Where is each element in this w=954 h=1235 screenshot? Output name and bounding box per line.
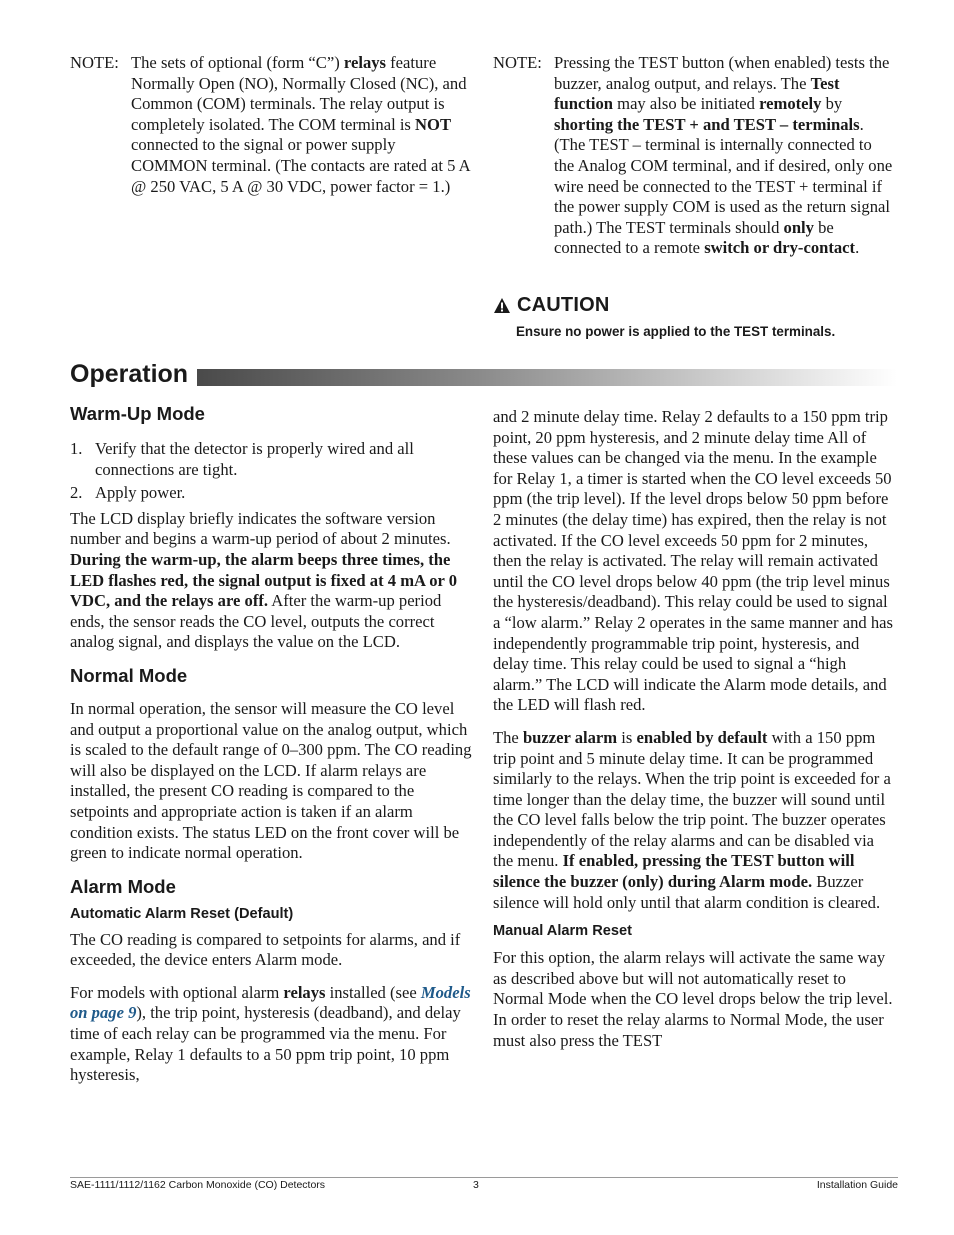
note-text-part: connected to the signal or power supply COMMON terminal. (The contacts are rated at 5 A @ 250 VAC, 5 A @ 30 VDC, power factor = 1.) xyxy=(131,135,470,196)
normal-mode-paragraph: In normal operation, the sensor will measure the CO level and output a proportional value on the analog output, which is scaled to the default range of 0–300 ppm. The CO reading will also be displayed on the LCD. If alarm relays are installed, the present CO reading is compared to the setpoints and appropriate action is taken if an alarm condition exists. The status LED on the front cover will be green to indicate normal operation. xyxy=(70,698,472,863)
heading-alarm-mode: Alarm Mode xyxy=(70,875,176,897)
list-number: 1. xyxy=(70,439,83,458)
section-divider-bar xyxy=(197,369,897,386)
relay-details-paragraph: and 2 minute delay time. Relay 2 defaults to a 150 ppm trip point, 20 ppm hysteresis, and 2 minute delay time All of these values can be changed via the menu. In the example for Relay 1, a timer is started when the CO level exceeds 50 ppm (the trip level). If the level drops below 50 ppm before 2 minutes (the delay time) has expired, then the relay is not activated. If the CO level exceeds 50 ppm for 2 minutes, then the relay is activated. The relay will remain activated until the CO level drops below 40 ppm (the trip level minus the hysteresis/deadband). This relay could be used to signal a “low alarm.” Relay 2 operates in the same manner and has independently programmable trip point, hysteresis, and delay time. This relay could be used to signal a “high alarm.” The LCD will indicate the Alarm mode details, and the LED will flash red. xyxy=(493,407,893,715)
para-part: is xyxy=(617,727,637,747)
note-test-button xyxy=(493,53,896,259)
para-bold: buzzer alarm xyxy=(522,727,618,747)
note-text-part: The sets of optional (form “C”) xyxy=(131,53,344,72)
para-bold: During the warm-up, the alarm beeps three times, the LED flashes red, the signal output is fixed at 4 mA or 0 VDC, and the relays are off. xyxy=(70,549,458,611)
note-text-bold: only xyxy=(783,217,814,237)
para-part: installed (see xyxy=(325,982,421,1002)
note-relays xyxy=(70,53,475,197)
note-label: NOTE: xyxy=(70,53,119,72)
manual-reset-paragraph: For this option, the alarm relays will activate the same way as described above but will not automatically reset to Normal Mode when the CO level drops below the trip level. In order to reset the relay alarms to Normal Mode, the user must also press the TEST xyxy=(493,948,893,1050)
note-text-bold: shorting the TEST + and TEST – terminals xyxy=(554,114,860,134)
note-text-part: by xyxy=(821,94,843,114)
para-part: The LCD display briefly indicates the software version number and begins a warm-up period of about 2 minutes. xyxy=(70,508,451,549)
warmup-paragraph xyxy=(70,509,477,653)
para-part: The xyxy=(493,727,523,747)
para-part: ), the trip point, hysteresis (deadband), and delay time of each relay can be programmed via the menu. For example, Relay 1 defaults to a 50 ppm trip point, 10 ppm hysteresis, xyxy=(70,1003,461,1085)
note-text-part: be connected to a remote xyxy=(554,217,834,258)
caution-text: Ensure no power is applied to the TEST terminals. xyxy=(516,324,836,339)
para-bold: relays xyxy=(283,982,326,1002)
alarm-relays-paragraph xyxy=(70,983,477,1086)
note-text-bold: switch or dry-contact xyxy=(704,238,856,258)
warning-triangle-icon xyxy=(493,297,511,314)
footer-page-number: 3 xyxy=(473,1179,479,1191)
note-text-bold: relays xyxy=(343,53,386,72)
para-part: with a 150 ppm trip point and 5 minute delay time. It can be programmed similarly to the relays. When the trip point is exceeded for a time longer than the delay time, the buzzer will sound until the CO level falls below the trip point. The buzzer operates independently of the relay alarms and can be disabled via the menu. xyxy=(493,727,891,871)
list-number: 2. xyxy=(70,483,83,503)
section-title-operation: Operation xyxy=(70,360,189,388)
caution-heading xyxy=(493,294,610,317)
note-text-part: Pressing the TEST button (when enabled) tests the buzzer, analog output, and relays. The xyxy=(554,53,890,93)
note-text-part: . xyxy=(855,238,860,258)
para-part: For models with optional alarm xyxy=(70,982,284,1002)
list-item xyxy=(70,439,477,480)
heading-manual-alarm-reset: Manual Alarm Reset xyxy=(493,923,632,940)
para-part: After the warm-up period ends, the sensor reads the CO level, outputs the correct analog signal, and displays the value on the LCD. xyxy=(70,591,442,652)
note-text-part: feature Normally Open (NO), Normally Closed (NC), and Common (COM) terminals. The relay output is completely isolated. The COM terminal is xyxy=(131,53,467,134)
note-label: NOTE: xyxy=(493,53,542,72)
note-text-part: . (The TEST – terminal is internally connected to the Analog COM terminal, and if desired, only one wire need be connected to the TEST + terminal if the power supply COM is used as the return signal path.) The TEST terminals should xyxy=(554,114,893,237)
left-column xyxy=(70,403,477,1086)
para-part: Buzzer silence will hold only until that alarm condition is cleared. xyxy=(493,872,881,912)
list-text: Apply power. xyxy=(95,483,186,503)
buzzer-alarm-paragraph xyxy=(493,728,898,913)
para-bold: If enabled, pressing the TEST button will silence the buzzer (only) during Alarm mode. xyxy=(493,851,855,892)
heading-warm-up-mode: Warm-Up Mode xyxy=(70,403,205,424)
models-page-link[interactable]: Models on page 9 xyxy=(70,982,471,1023)
note-text xyxy=(554,53,896,259)
caution-title: CAUTION xyxy=(517,294,610,316)
para-bold: enabled by default xyxy=(636,727,768,747)
list-text: Verify that the detector is properly wired and all connections are tight. xyxy=(95,439,414,479)
footer-divider xyxy=(70,1177,898,1178)
note-text-part: may also be initiated xyxy=(613,94,760,114)
footer-guide-title: Installation Guide xyxy=(816,1179,898,1191)
note-text-bold: remotely xyxy=(759,94,822,114)
heading-automatic-alarm-reset: Automatic Alarm Reset (Default) xyxy=(70,905,294,922)
alarm-paragraph: The CO reading is compared to setpoints for alarms, and if exceeded, the device enters Alarm mode. xyxy=(70,929,461,970)
footer-document-title: SAE-1111/1112/1162 Carbon Monoxide (CO) Detectors xyxy=(70,1179,326,1191)
right-column xyxy=(493,407,898,1051)
note-text xyxy=(131,53,475,197)
note-text-bold: NOT xyxy=(415,114,452,134)
heading-normal-mode: Normal Mode xyxy=(70,664,188,686)
note-text-bold: Test function xyxy=(554,73,840,114)
list-item xyxy=(70,483,477,504)
